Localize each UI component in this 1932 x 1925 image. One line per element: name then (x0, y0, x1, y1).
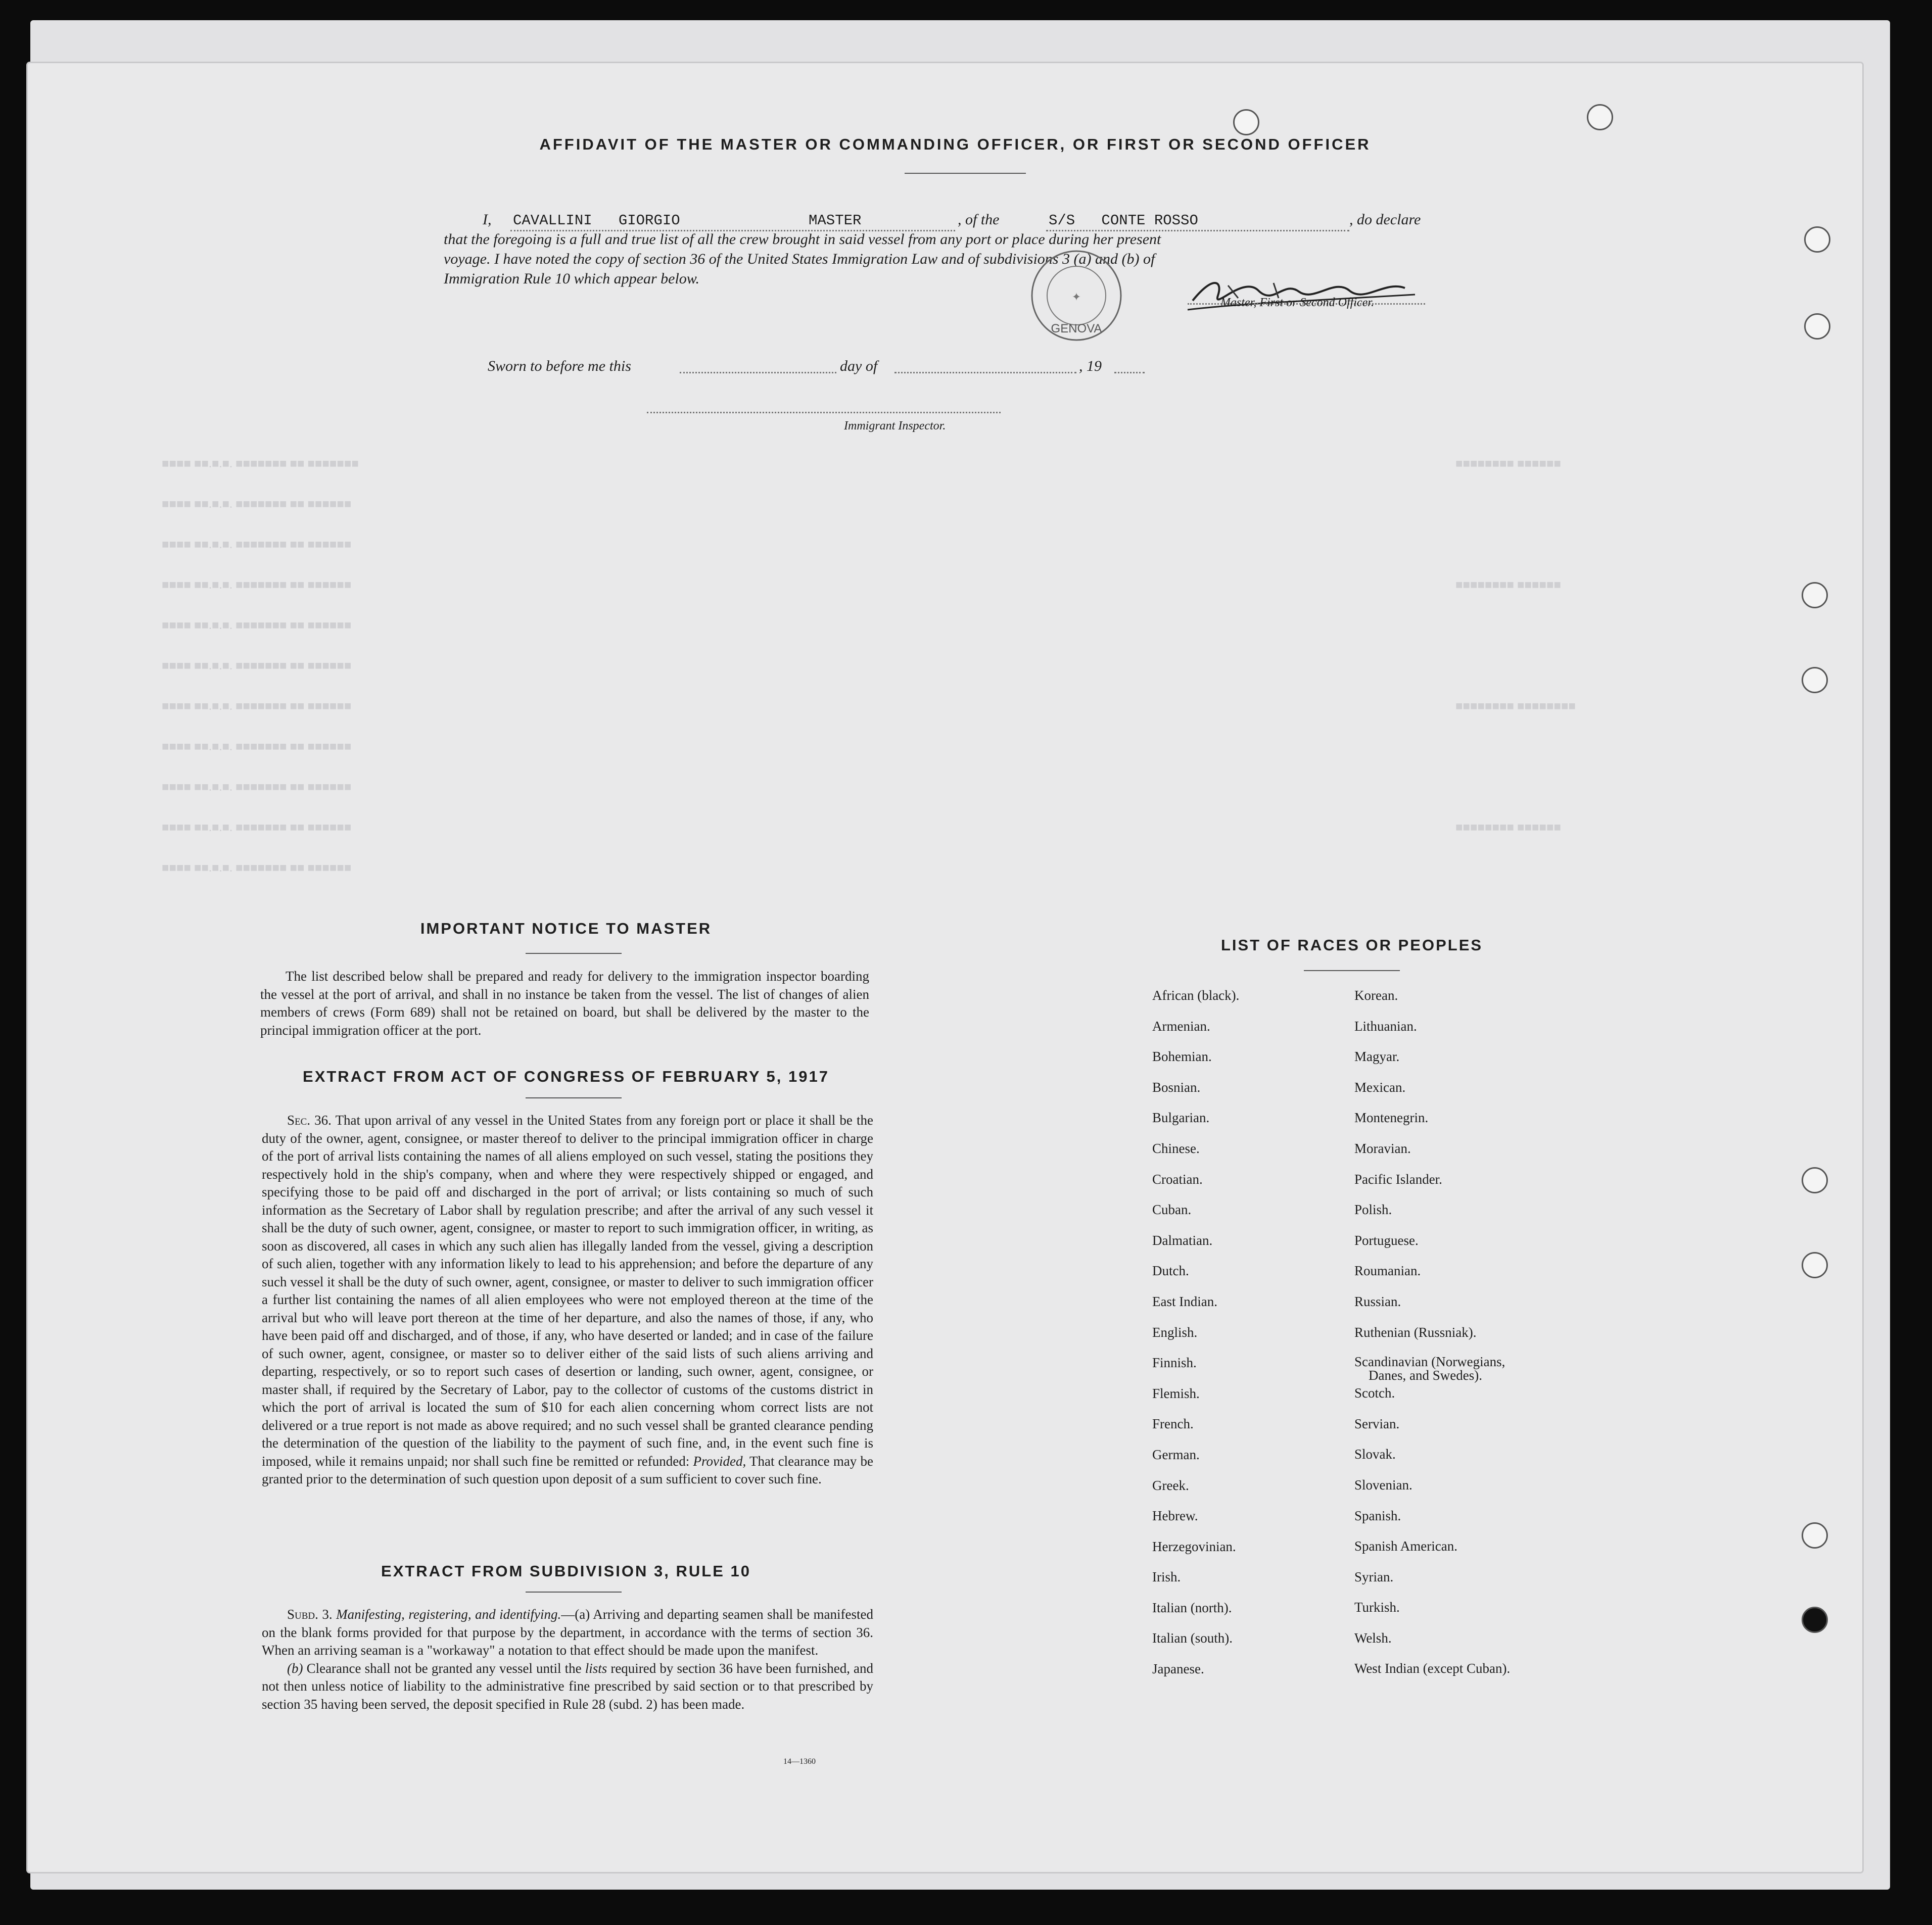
rule-b-text-1: Clearance shall not be granted any vessel until the (306, 1660, 582, 1676)
races-title: LIST OF RACES OR PEOPLES (1220, 936, 1483, 954)
act-rule (526, 1097, 622, 1098)
race-item: Croatian. (1152, 1171, 1203, 1187)
race-item: Chinese. (1152, 1140, 1200, 1156)
race-item: Irish. (1152, 1569, 1181, 1585)
signature-caption: Master, First or Second Officer. (1220, 296, 1374, 309)
rule-a-text: —(a) Arriving and departing seamen shall be manifested on the blank forms provided for that purpose by the department, in accordance with the terms of section 36. When an arriving seaman is a "workaway" a notation to that effect should be made upon the manifest. (262, 1607, 873, 1658)
race-item: Herzegovinian. (1152, 1538, 1236, 1554)
race-item: Korean. (1354, 988, 1398, 1003)
do-declare-label: , do declare (1349, 211, 1421, 228)
act-title: EXTRACT FROM ACT OF CONGRESS OF FEBRUARY 5, 1917 (303, 1068, 829, 1085)
race-item: Japanese. (1152, 1661, 1204, 1677)
race-item: Spanish. (1354, 1508, 1401, 1523)
race-item: Portuguese. (1354, 1232, 1419, 1248)
act-provided-label: Provided, (693, 1453, 746, 1469)
rule-text-block (262, 1606, 873, 1713)
race-item: English. (1152, 1324, 1198, 1340)
race-item: Bohemian. (1152, 1049, 1212, 1065)
race-item-continuation: Danes, and Swedes). (1369, 1368, 1482, 1383)
year-line (1114, 372, 1145, 373)
sworn-label: Sworn to before me this (488, 358, 631, 374)
punch-hole (1802, 667, 1828, 693)
act-text-end: That clearance may be granted prior to the determination of such question upon deposit of a sum sufficient to cover such fine. (262, 1453, 874, 1486)
master-signature (1183, 270, 1425, 321)
rule-b-text-2: required by section 36 have been furnished, and not then unless notice of liability to the administrative fine prescribed by said section or to that prescribed by section 35 having been served, the deposit specified in Rule 28 (subd. 2) has been made. (262, 1660, 874, 1712)
race-item: Finnish. (1152, 1355, 1197, 1371)
race-item: Dutch. (1152, 1263, 1189, 1279)
race-item: East Indian. (1152, 1293, 1217, 1309)
declaration-pronoun: I, (483, 211, 492, 228)
race-item: Scotch. (1354, 1385, 1395, 1401)
punch-hole (1802, 1167, 1828, 1193)
punch-hole (1233, 109, 1259, 135)
race-item: Italian (south). (1152, 1630, 1233, 1646)
form-number: 14—1360 (783, 1757, 816, 1766)
races-left-column (1152, 988, 1239, 1692)
race-item: Welsh. (1354, 1630, 1392, 1646)
svg-text:✦: ✦ (1071, 291, 1081, 303)
rule-subd-heading: Manifesting, registering, and identifying. (336, 1607, 561, 1622)
race-item: Russian. (1354, 1293, 1401, 1309)
race-item: Italian (north). (1152, 1600, 1232, 1615)
inspector-caption: Immigrant Inspector. (844, 419, 946, 432)
race-item: Servian. (1354, 1416, 1400, 1431)
act-sec-label: Sec. 36. (287, 1113, 332, 1128)
race-item (1354, 1355, 1510, 1382)
stamp-text: GENOVA (1051, 322, 1102, 335)
sworn-day-line (680, 372, 836, 373)
race-item: Hebrew. (1152, 1508, 1198, 1524)
race-item-line: Scandinavian (Norwegians, (1354, 1354, 1505, 1370)
notice-title: IMPORTANT NOTICE TO MASTER (420, 920, 712, 937)
stamp-seal (1016, 253, 1152, 344)
race-item: Moravian. (1354, 1140, 1411, 1156)
race-item: Flemish. (1152, 1385, 1200, 1401)
declaration-line-3: voyage. I have noted the copy of section 36 of the United States Immigration Law and of subdivisions 3 (a) and (b) of (444, 251, 1155, 267)
race-item: Turkish. (1354, 1600, 1400, 1615)
rule-title: EXTRACT FROM SUBDIVISION 3, RULE 10 (381, 1562, 751, 1580)
affidavit-title: AFFIDAVIT OF THE MASTER OR COMMANDING OFFICER, OR FIRST OR SECOND OFFICER (539, 135, 1371, 153)
title-rule (905, 173, 1026, 174)
race-item: Slovenian. (1354, 1477, 1412, 1493)
race-item: Syrian. (1354, 1569, 1394, 1584)
races-rule (1304, 970, 1400, 971)
punch-hole (1804, 226, 1830, 253)
race-item: Polish. (1354, 1202, 1392, 1218)
race-item: German. (1152, 1447, 1200, 1462)
inspector-line (647, 412, 1001, 413)
punch-hole (1802, 1252, 1828, 1278)
vessel-name: S/S CONTE ROSSO (1049, 212, 1198, 229)
act-text: That upon arrival of any vessel in the United States from any foreign port or place it shall be the duty of the owner, agent, consignee, or master thereof to deliver to the principal immigration officer in charge of the port of arrival lists containing the names of all aliens employed on such vessel, stating the positions they respectively hold in the ship's company, when and where they were respectively shipped or engaged, and specifying those to be paid off and discharged in the port of arrival; or lists containing so much of such information as the Secretary of Labor shall by regulation prescribe; and after the arrival of any such vessel it shall be the duty of such owner, agent, consignee, or master to report to such immigration officer, in writing, as soon as discovered, all cases in which any such alien has illegally landed from the vessel, giving a description of such alien, together with any information likely to lead to his apprehension; and before the departure of any such vessel it shall be the duty of such owner, agent, consignee, or master to deliver to such immigration officer a further list containing the names of all alien employees who were not employed thereon at the time of the arrival but who will leave port thereon at the time of her departure, and also the names of those, if any, who have been paid off and discharged, and of those, if any, who have deserted or landed; and in case of the failure of such owner, agent, consignee, or master so to deliver either of the said lists of such aliens arriving and departing, respectively, or so to report such cases of desertion or landing, such owner, agent, consignee, or master shall, if required by the Secretary of Labor, pay to the collector of customs of the customs district in which the port of arrival is located the sum of $10 for each alien concerning whom correct lists are not delivered or a true report is not made as above required; and no such vessel shall be granted clearance pending the determination of the question of the liability to the payment of such fine, and, in the event such fine is imposed, while it remains unpaid; nor shall such fine be remitted or refunded: (262, 1113, 874, 1469)
race-item: Bulgarian. (1152, 1110, 1210, 1126)
race-item: Roumanian. (1354, 1263, 1421, 1279)
race-item: Pacific Islander. (1354, 1171, 1442, 1187)
day-of-label: day of (840, 358, 878, 374)
rule-rule (526, 1592, 622, 1593)
rule-b-label: (b) (287, 1660, 303, 1676)
declaration-line-2: that the foregoing is a full and true list of all the crew brought in said vessel from any port or place during her present (444, 231, 1161, 248)
race-item: Ruthenian (Russniak). (1354, 1324, 1477, 1340)
rule-subd-label: Subd. 3. (287, 1607, 333, 1622)
of-the-label: , of the (958, 211, 1000, 228)
race-item: West Indian (except Cuban). (1354, 1661, 1511, 1676)
race-item: Lithuanian. (1354, 1018, 1417, 1034)
race-item: Magyar. (1354, 1049, 1400, 1065)
act-text-block (262, 1112, 873, 1488)
punch-hole (1802, 582, 1828, 608)
notice-rule (526, 953, 622, 954)
race-item: French. (1152, 1416, 1194, 1432)
punch-hole (1804, 313, 1830, 340)
declaration-line-4: Immigration Rule 10 which appear below. (444, 270, 700, 287)
race-item: Slovak. (1354, 1447, 1396, 1462)
master-name: CAVALLINI GIORGIO (513, 212, 680, 229)
year-label: , 19 (1079, 358, 1102, 374)
notice-text: The list described below shall be prepared and ready for delivery to the immigration inspector boarding the vessel at the port of arrival, and shall in no instance be taken from the vessel. The list of changes of alien members of crews (Form 689) shall not be retained on board, but shall be delivered by the master to the principal immigration officer at the port. (260, 969, 869, 1038)
races-right-column (1354, 988, 1510, 1692)
punch-hole (1587, 104, 1613, 130)
punch-hole (1802, 1522, 1828, 1549)
race-item: Spanish American. (1354, 1538, 1457, 1554)
master-rank: MASTER (809, 212, 862, 229)
race-item: Bosnian. (1152, 1079, 1201, 1095)
rule-b-lists: lists (585, 1660, 607, 1676)
race-item: Cuban. (1152, 1202, 1192, 1218)
month-line (894, 372, 1076, 373)
race-item: African (black). (1152, 988, 1240, 1003)
race-item: Greek. (1152, 1477, 1189, 1493)
race-item: Armenian. (1152, 1018, 1210, 1034)
race-item: Mexican. (1354, 1079, 1406, 1095)
race-item: Montenegrin. (1354, 1110, 1429, 1126)
race-item: Dalmatian. (1152, 1232, 1213, 1248)
punch-hole (1802, 1607, 1828, 1633)
